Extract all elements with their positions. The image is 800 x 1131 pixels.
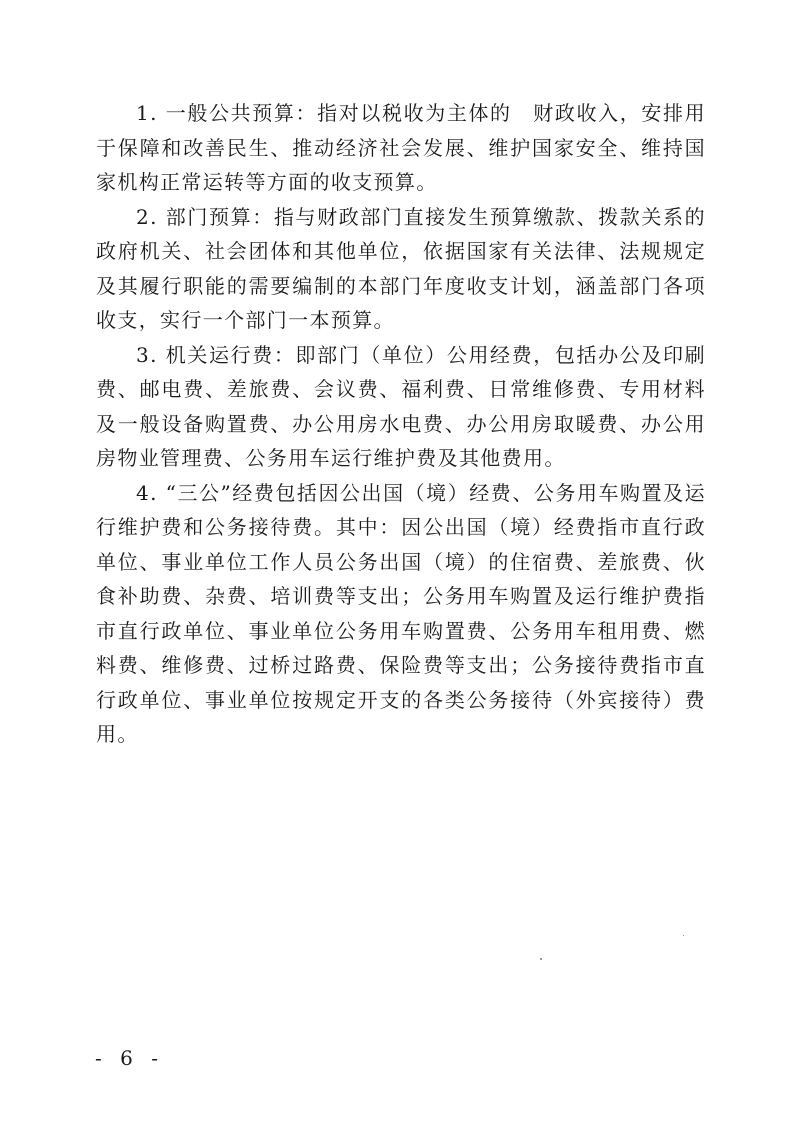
page-number: - 6 - (95, 1046, 164, 1070)
scan-speck (540, 958, 542, 960)
paragraph-agency-operating-costs: 3. 机关运行费：即部门（单位）公用经费，包括办公及印刷费、邮电费、差旅费、会议费、福利费、日常维修费、专用材料及一般设备购置费、办公用房水电费、办公用房取暖费、办公用房物业管理费、公务用车运行维护费及其他费用。 (96, 342, 706, 470)
scan-speck (683, 935, 684, 936)
document-body (96, 96, 706, 752)
paragraph-department-budget: 2. 部门预算：指与财政部门直接发生预算缴款、拨款关系的政府机关、社会团体和其他单位，依据国家有关法律、法规规定及其履行职能的需要编制的本部门年度收支计划，涵盖部门各项收支，实行一个部门一本预算。 (96, 204, 706, 332)
paragraph-general-public-budget: 1. 一般公共预算：指对以税收为主体的 财政收入，安排用于保障和改善民生、推动经济社会发展、维护国家安全、维持国家机构正常运转等方面的收支预算。 (96, 101, 706, 194)
paragraph-three-public-expenses: 4. “三公”经费包括因公出国（境）经费、公务用车购置及运行维护费和公务接待费。其中：因公出国（境）经费指市直行政单位、事业单位工作人员公务出国（境）的住宿费、差旅费、伙食补助费、杂费、培训费等支出；公务用车购置及运行维护费指市直行政单位、事业单位公务用车购置费、公务用车租用费、燃料费、维修费、过桥过路费、保险费等支出；公务接待费指市直行政单位、事业单位按规定开支的各类公务接待（外宾接待）费用。 (96, 480, 706, 746)
